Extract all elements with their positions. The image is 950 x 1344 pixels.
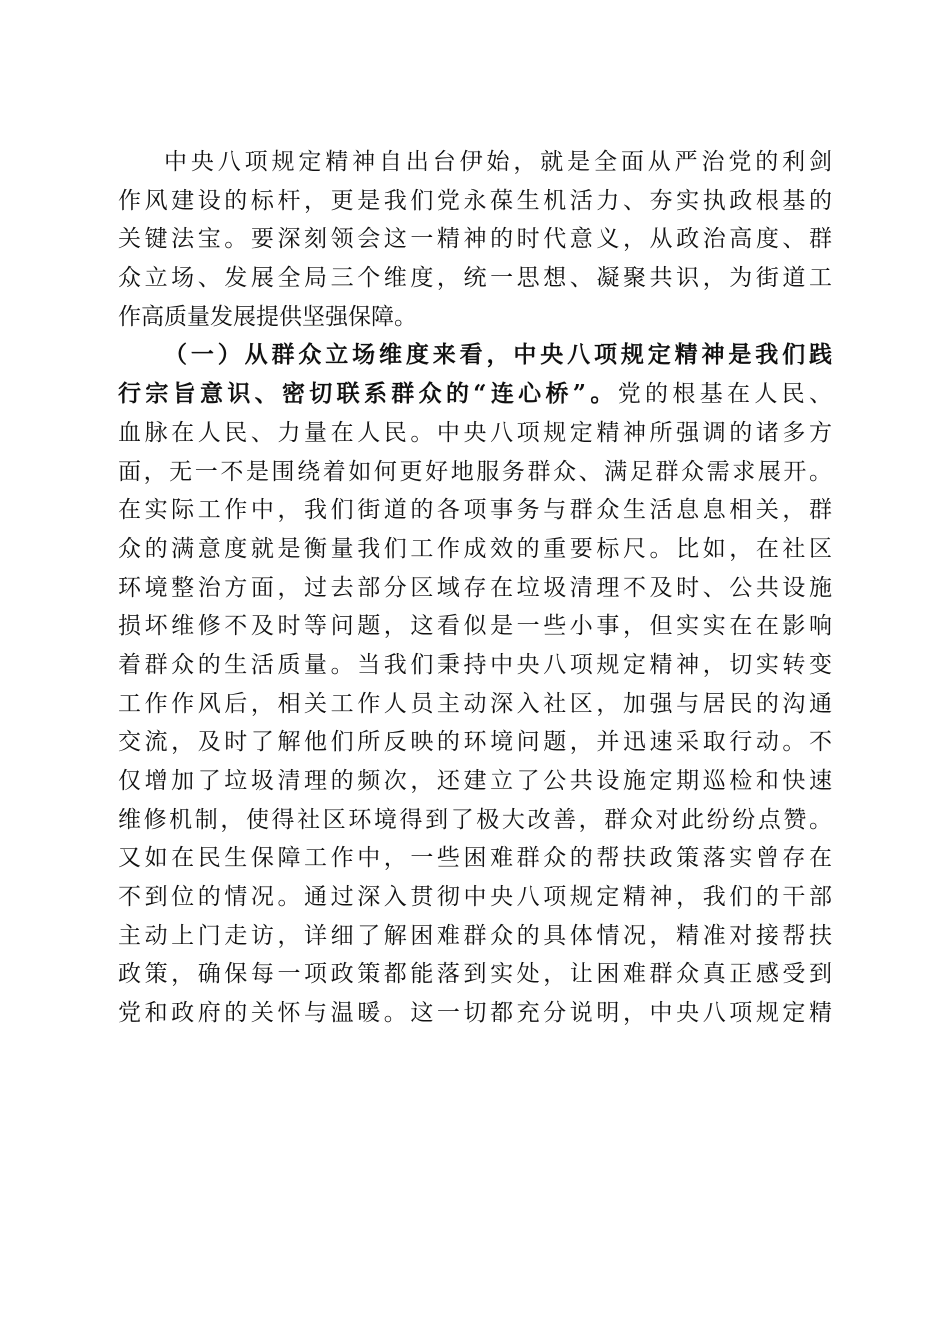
section-body-line-7: 损坏维修不及时等问题，这看似是一些小事，但实实在在影响	[118, 613, 832, 640]
paragraph-1-line-5: 作高质量发展提供坚强保障。	[118, 303, 417, 330]
section-body-line-17: 党和政府的关怀与温暖。这一切都充分说明，中央八项规定精	[118, 1000, 832, 1027]
section-heading-line-2: 行宗旨意识、密切联系群众的“连心桥”。	[118, 380, 618, 408]
paragraph-1-line-4: 众立场、发展全局三个维度，统一思想、凝聚共识，为街道工	[118, 265, 832, 292]
section-body-line-10: 交流，及时了解他们所反映的环境问题，并迅速采取行动。不	[118, 729, 832, 756]
section-body-line-1: 党的根基在人民、	[617, 381, 832, 408]
section-heading-line-1: （一）从群众立场维度来看，中央八项规定精神是我们践	[164, 341, 832, 369]
section-body-line-11: 仅增加了垃圾清理的频次，还建立了公共设施定期巡检和快速	[118, 768, 832, 794]
section-body-line-8: 着群众的生活质量。当我们秉持中央八项规定精神，切实转变	[118, 651, 832, 678]
section-body-line-4: 在实际工作中，我们街道的各项事务与群众生活息息相关，群	[118, 497, 832, 524]
section-body-line-2: 血脉在人民、力量在人民。中央八项规定精神所强调的诸多方	[118, 419, 832, 446]
section-body-line-14: 不到位的情况。通过深入贯彻中央八项规定精神，我们的干部	[118, 884, 832, 911]
section-heading-line-2-row	[118, 375, 832, 414]
section-body-line-9: 工作作风后，相关工作人员主动深入社区，加强与居民的沟通	[118, 690, 832, 717]
section-body-line-13: 又如在民生保障工作中，一些困难群众的帮扶政策落实曾存在	[118, 845, 832, 872]
section-body-line-15: 主动上门走访，详细了解困难群众的具体情况，精准对接帮扶	[118, 922, 832, 949]
section-body-line-16: 政策，确保每一项政策都能落到实处，让困难群众真正感受到	[118, 961, 832, 988]
section-body-line-6: 环境整治方面，过去部分区域存在垃圾清理不及时、公共设施	[118, 574, 832, 601]
paragraph-1-line-3: 关键法宝。要深刻领会这一精神的时代意义，从政治高度、群	[118, 226, 832, 253]
document-body	[118, 143, 832, 1033]
section-body-line-5: 众的满意度就是衡量我们工作成效的重要标尺。比如，在社区	[118, 535, 832, 562]
paragraph-1-line-2: 作风建设的标杆，更是我们党永葆生机活力、夯实执政根基的	[118, 187, 832, 214]
paragraph-1-line-1: 中央八项规定精神自出台伊始，就是全面从严治党的利剑	[164, 149, 832, 175]
section-body-line-12: 维修机制，使得社区环境得到了极大改善，群众对此纷纷点赞。	[118, 806, 832, 833]
section-body-line-3: 面，无一不是围绕着如何更好地服务群众、满足群众需求展开。	[118, 458, 832, 485]
